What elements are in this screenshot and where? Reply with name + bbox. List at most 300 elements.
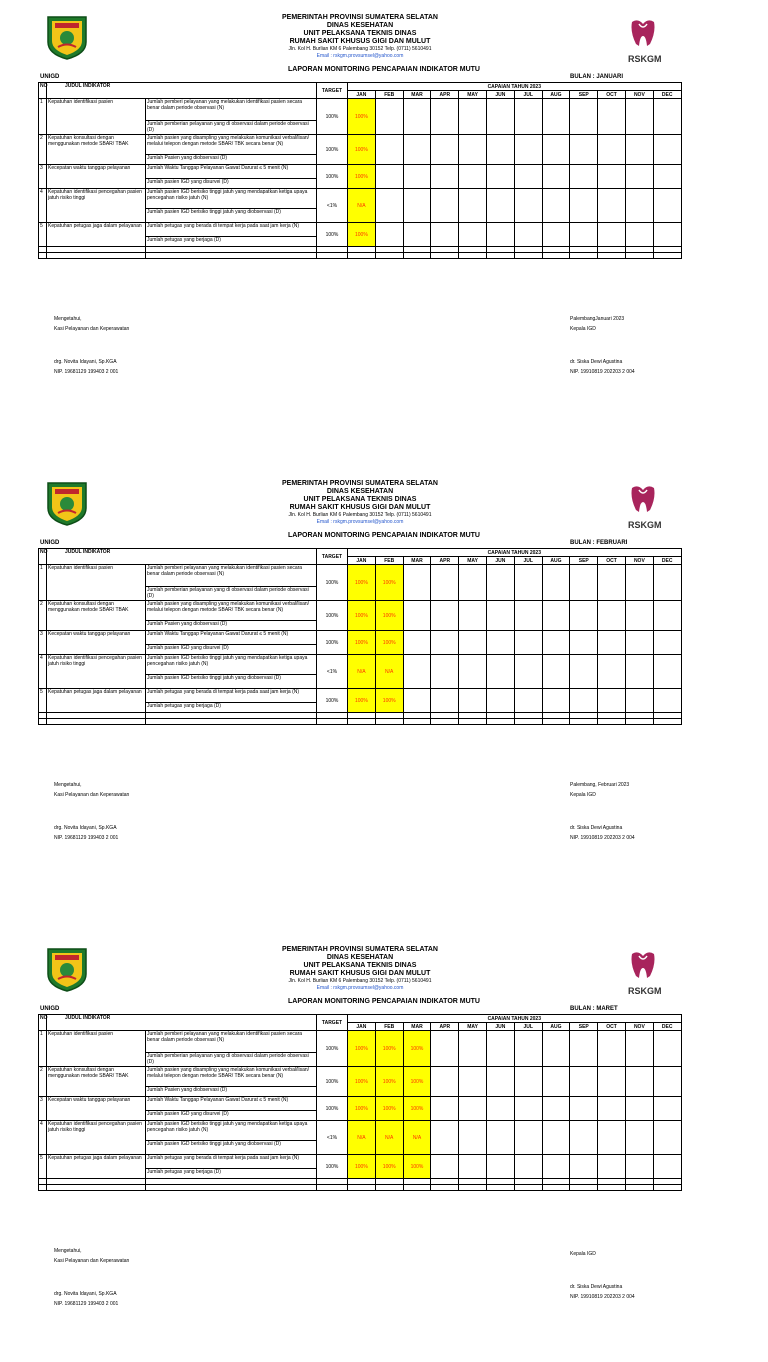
target-value: 100% [317,565,348,601]
col-no: NO [39,549,47,565]
empty-cell [317,253,348,259]
col-capaian: CAPAIAN TAHUN 2023 [348,83,682,91]
header-email[interactable]: Email : rskgm.provsumsel@yahoo.com [316,985,404,991]
empty-cell [486,135,514,165]
sig-name: dr. Siska Dewi Agustina [570,359,623,365]
empty-cell [39,1185,47,1191]
row-no: 4 [39,655,47,689]
indicator-title: Kecepatan waktu tanggap pelayanan [47,165,146,189]
month-header: AUG [542,1023,570,1031]
month-header: JUN [486,91,514,99]
empty-cell [459,601,487,631]
unit-label: UNIGD [40,1006,60,1012]
month-header: AUG [542,91,570,99]
empty-cell [431,223,459,247]
sig-nip: NIP. 19681129 199403 2 001 [54,835,119,841]
sig-role: Kepala IGD [570,792,596,798]
empty-cell [570,135,598,165]
empty-cell [403,99,431,135]
empty-cell [459,189,487,223]
empty-cell [542,1185,570,1191]
empty-cell [542,99,570,135]
row-no: 2 [39,1067,47,1097]
col-judul: JUDUL INDIKATOR [47,549,317,565]
header-line: DINAS KESEHATAN [326,954,394,961]
header-line: PEMERINTAH PROVINSI SUMATERA SELATAN [282,946,438,953]
empty-cell [625,253,653,259]
month-header: NOV [625,1023,653,1031]
empty-cell [514,135,542,165]
empty-cell [542,1121,570,1155]
month-header: JUL [514,1023,542,1031]
empty-cell [348,1185,376,1191]
empty-cell [431,631,459,655]
unit-label: UNIGD [40,74,60,80]
achievement-cell: 100% [348,565,376,601]
signature-left [54,1248,129,1308]
month-header: FEB [375,91,403,99]
empty-cell [653,1031,681,1067]
empty-cell [375,719,403,725]
indicator-title: Kepatuhan petugas jaga dalam pelayanan [47,689,146,713]
empty-cell [459,1155,487,1179]
empty-cell [653,165,681,189]
empty-cell [653,1097,681,1121]
province-emblem-icon [46,946,88,992]
achievement-cell: 100% [403,1097,431,1121]
numerator-text: Jumlah Waktu Tanggap Pelayanan Gawat Darurat ≤ 5 menit (N) [146,165,317,179]
empty-cell [570,1121,598,1155]
empty-cell [459,689,487,713]
sig-place-date: Palembang, Februari 2023 [570,782,630,788]
achievement-cell: 100% [348,165,376,189]
empty-cell [570,631,598,655]
numerator-text: Jumlah pasien IGD berisiko tinggi jatuh yang mendapatkan ketiga upaya pencegahan risiko jatuh (N) [146,1121,317,1141]
target-value: 100% [317,689,348,713]
empty-cell [570,253,598,259]
empty-cell [486,189,514,223]
empty-cell [570,1097,598,1121]
empty-cell [459,1031,487,1067]
target-value: 100% [317,1031,348,1067]
achievement-cell: 100% [375,1031,403,1067]
empty-cell [403,223,431,247]
month-header: JUL [514,557,542,565]
empty-cell [570,1067,598,1097]
empty-cell [542,253,570,259]
letterhead [240,480,480,526]
report-sheet [0,466,768,896]
sig-nip: NIP. 19681129 199403 2 001 [54,369,119,375]
month-header: APR [431,91,459,99]
empty-cell [431,655,459,689]
header-line: PEMERINTAH PROVINSI SUMATERA SELATAN [282,14,438,21]
indicator-title: Kepatuhan identifikasi pencegahan pasien jatuh risiko tinggi [47,655,146,689]
achievement-cell: 100% [403,1155,431,1179]
empty-cell [598,1121,626,1155]
empty-cell [625,601,653,631]
month-header: JAN [348,1023,376,1031]
empty-cell [653,719,681,725]
empty-cell [570,99,598,135]
month-header: JUN [486,557,514,565]
empty-cell [542,655,570,689]
month-header: NOV [625,91,653,99]
denominator-text: Jumlah Pasien yang diobservasi (D) [146,155,317,165]
empty-cell [625,135,653,165]
header-address: Jln. Kol H. Burlian KM 6 Palembang 30152 Telp. (0711) 5610491 [288,512,432,518]
sig-nip: NIP. 19910819 202203 2 004 [570,369,635,375]
empty-cell [625,1031,653,1067]
numerator-text: Jumlah petugas yang berada di tempat kerja pada saat jam kerja (N) [146,1155,317,1169]
empty-cell [403,719,431,725]
month-header: APR [431,557,459,565]
empty-cell [598,1155,626,1179]
empty-cell [431,1121,459,1155]
empty-cell [459,165,487,189]
empty-cell [514,689,542,713]
empty-cell [431,689,459,713]
achievement-cell: 100% [348,601,376,631]
row-no: 2 [39,601,47,631]
empty-cell [653,601,681,631]
empty-cell [317,1185,348,1191]
empty-cell [625,689,653,713]
empty-cell [542,165,570,189]
achievement-cell: N/A [348,1121,376,1155]
sig-role: Kasi Pelayanan dan Keperawatan [54,326,130,332]
report-sheet [0,0,768,430]
empty-cell [514,99,542,135]
col-capaian: CAPAIAN TAHUN 2023 [348,549,682,557]
achievement-cell: 100% [348,1067,376,1097]
achievement-cell: 100% [348,223,376,247]
month-label: BULAN : FEBRUARI [570,540,628,546]
col-target: TARGET [317,83,348,99]
empty-cell [598,223,626,247]
empty-cell [542,601,570,631]
unit-label: UNIGD [40,540,60,546]
row-no: 3 [39,1097,47,1121]
empty-cell [570,719,598,725]
denominator-text: Jumlah pemberian pelayanan yang di observasi dalam periode observasi (D) [146,587,317,601]
month-header: AUG [542,557,570,565]
empty-cell [514,565,542,601]
denominator-text: Jumlah petugas yang berjaga (D) [146,1169,317,1179]
achievement-cell: 100% [348,135,376,165]
month-header: SEP [570,1023,598,1031]
empty-cell [653,253,681,259]
empty-cell [542,1067,570,1097]
empty-cell [514,1155,542,1179]
empty-cell [625,719,653,725]
achievement-cell: N/A [375,655,403,689]
empty-cell [146,253,317,259]
empty-cell [431,165,459,189]
indicator-title: Kepatuhan identifikasi pasien [47,99,146,135]
empty-cell [486,631,514,655]
empty-cell [459,1185,487,1191]
empty-cell [542,719,570,725]
sig-name: drg. Novita Idayani, Sp.KGA [54,1291,117,1297]
empty-cell [459,655,487,689]
empty-cell [459,1067,487,1097]
header-email[interactable]: Email : rskgm.provsumsel@yahoo.com [316,519,404,525]
empty-cell [653,565,681,601]
empty-cell [39,719,47,725]
denominator-text: Jumlah petugas yang berjaga (D) [146,237,317,247]
empty-cell [625,631,653,655]
empty-cell [598,99,626,135]
header-address: Jln. Kol H. Burlian KM 6 Palembang 30152 Telp. (0711) 5610491 [288,978,432,984]
empty-cell [570,565,598,601]
empty-cell [542,223,570,247]
sig-name: dr. Siska Dewi Agustina [570,825,623,831]
achievement-cell: 100% [375,631,403,655]
header-line: RUMAH SAKIT KHUSUS GIGI DAN MULUT [289,504,431,511]
empty-cell [459,223,487,247]
empty-cell [570,165,598,189]
empty-cell [459,1097,487,1121]
achievement-cell: 100% [348,1097,376,1121]
empty-cell [598,253,626,259]
sig-nip: NIP. 19681129 199403 2 001 [54,1301,119,1307]
empty-cell [653,135,681,165]
indicator-title: Kepatuhan identifikasi pencegahan pasien jatuh risiko tinggi [47,189,146,223]
numerator-text: Jumlah pasien yang disampling yang melakukan komunikasi verbal/lisan/ melalui telepon dengan metode SBAR/ TBK secara benar (N) [146,1067,317,1087]
col-no: NO [39,1015,47,1031]
empty-cell [47,253,146,259]
sig-nip: NIP. 19910819 202203 2 004 [570,835,635,841]
report-sheet [0,932,768,1362]
numerator-text: Jumlah pasien IGD berisiko tinggi jatuh yang mendapatkan ketiga upaya pencegahan risiko jatuh (N) [146,189,317,209]
indicator-title: Kepatuhan konsultasi dengan menggunakan metode SBAR/ TBAK [47,1067,146,1097]
empty-cell [598,1067,626,1097]
empty-cell [514,1097,542,1121]
empty-cell [146,719,317,725]
sig-place-date: PalembangJanuari 2023 [570,316,625,322]
empty-cell [653,223,681,247]
signature-right [570,1248,635,1301]
denominator-text: Jumlah pasien IGD berisiko tinggi jatuh yang diobservasi (D) [146,209,317,223]
month-header: MAR [403,91,431,99]
target-value: <1% [317,1121,348,1155]
target-value: 100% [317,601,348,631]
empty-cell [570,189,598,223]
target-value: 100% [317,165,348,189]
empty-cell [459,1121,487,1155]
empty-cell [653,631,681,655]
empty-cell [653,689,681,713]
indicator-table [38,82,682,259]
empty-cell [570,689,598,713]
empty-cell [375,1185,403,1191]
row-no: 3 [39,631,47,655]
col-judul: JUDUL INDIKATOR [47,1015,317,1031]
empty-cell [47,1185,146,1191]
empty-cell [403,135,431,165]
empty-cell [459,253,487,259]
empty-cell [514,1185,542,1191]
empty-cell [542,189,570,223]
target-value: 100% [317,631,348,655]
indicator-title: Kepatuhan konsultasi dengan menggunakan metode SBAR/ TBAK [47,601,146,631]
empty-cell [431,1067,459,1097]
signature-right [570,316,635,376]
empty-cell [375,165,403,189]
sig-role: Kasi Pelayanan dan Keperawatan [54,1258,130,1264]
row-no: 5 [39,689,47,713]
denominator-text: Jumlah pasien IGD yang disurvei (D) [146,645,317,655]
month-label: BULAN : JANUARI [570,74,623,80]
sig-name: drg. Novita Idayani, Sp.KGA [54,359,117,365]
target-value: <1% [317,655,348,689]
header-email[interactable]: Email : rskgm.provsumsel@yahoo.com [316,53,404,59]
empty-cell [431,601,459,631]
empty-cell [625,565,653,601]
empty-cell [431,1185,459,1191]
col-target: TARGET [317,1015,348,1031]
empty-cell [625,1067,653,1097]
empty-cell [598,189,626,223]
empty-cell [403,689,431,713]
numerator-text: Jumlah pasien yang disampling yang melakukan komunikasi verbal/lisan/ melalui telepon dengan metode SBAR/ TBK secara benar (N) [146,601,317,621]
report-title: LAPORAN MONITORING PENCAPAIAN INDIKATOR MUTU [288,532,480,539]
province-emblem-icon [46,480,88,526]
empty-cell [486,565,514,601]
empty-cell [375,223,403,247]
empty-cell [570,1185,598,1191]
row-no: 3 [39,165,47,189]
signature-left [54,316,129,376]
row-no: 1 [39,1031,47,1067]
report-title: LAPORAN MONITORING PENCAPAIAN INDIKATOR MUTU [288,998,480,1005]
empty-cell [514,655,542,689]
denominator-text: Jumlah Pasien yang diobservasi (D) [146,621,317,631]
empty-cell [542,689,570,713]
achievement-cell: 100% [348,1155,376,1179]
indicator-title: Kepatuhan identifikasi pasien [47,565,146,601]
brand-text: RSKGM [628,520,662,530]
empty-cell [625,165,653,189]
numerator-text: Jumlah pasien IGD berisiko tinggi jatuh yang mendapatkan ketiga upaya pencegahan risiko jatuh (N) [146,655,317,675]
header-line: UNIT PELAKSANA TEKNIS DINAS [303,496,417,503]
empty-cell [39,253,47,259]
empty-cell [514,601,542,631]
empty-cell [542,135,570,165]
month-header: MAY [459,557,487,565]
month-header: APR [431,1023,459,1031]
empty-cell [625,1121,653,1155]
empty-cell [598,689,626,713]
month-header: SEP [570,91,598,99]
month-header: DEC [653,557,681,565]
empty-cell [348,253,376,259]
empty-cell [431,565,459,601]
empty-cell [570,655,598,689]
row-no: 4 [39,189,47,223]
empty-cell [598,1097,626,1121]
achievement-cell: 100% [348,99,376,135]
empty-cell [459,719,487,725]
target-value: 100% [317,135,348,165]
month-header: DEC [653,91,681,99]
empty-cell [403,1185,431,1191]
empty-cell [542,1155,570,1179]
target-value: <1% [317,189,348,223]
sig-caption: Mengetahui, [54,1248,82,1254]
month-label: BULAN : MARET [570,1006,618,1012]
achievement-cell: N/A [348,655,376,689]
achievement-cell: 100% [403,1067,431,1097]
indicator-title: Kepatuhan konsultasi dengan menggunakan metode SBAR/ TBAK [47,135,146,165]
denominator-text: Jumlah pasien IGD berisiko tinggi jatuh yang diobservasi (D) [146,1141,317,1155]
signature-right [570,782,635,842]
month-header: JUN [486,1023,514,1031]
empty-cell [570,223,598,247]
month-header: JUL [514,91,542,99]
month-header: OCT [598,91,626,99]
col-target: TARGET [317,549,348,565]
empty-cell [375,135,403,165]
empty-cell [598,719,626,725]
month-header: JAN [348,557,376,565]
achievement-cell: 100% [375,1155,403,1179]
month-header: MAR [403,1023,431,1031]
empty-cell [486,1185,514,1191]
header-line: PEMERINTAH PROVINSI SUMATERA SELATAN [282,480,438,487]
sig-name: drg. Novita Idayani, Sp.KGA [54,825,117,831]
empty-cell [514,223,542,247]
indicator-title: Kepatuhan petugas jaga dalam pelayanan [47,223,146,247]
denominator-text: Jumlah pasien IGD yang disurvei (D) [146,179,317,189]
empty-cell [431,189,459,223]
empty-cell [375,253,403,259]
empty-cell [653,1155,681,1179]
empty-cell [514,1067,542,1097]
month-header: OCT [598,557,626,565]
empty-cell [653,655,681,689]
empty-cell [514,1031,542,1067]
row-no: 4 [39,1121,47,1155]
row-no: 5 [39,223,47,247]
empty-cell [625,99,653,135]
empty-cell [375,189,403,223]
numerator-text: Jumlah petugas yang berada di tempat kerja pada saat jam kerja (N) [146,223,317,237]
empty-cell [486,655,514,689]
empty-cell [486,1155,514,1179]
empty-cell [459,631,487,655]
indicator-title: Kepatuhan identifikasi pencegahan pasien jatuh risiko tinggi [47,1121,146,1155]
sig-nip: NIP. 19910819 202203 2 004 [570,1294,635,1300]
brand-text: RSKGM [628,54,662,64]
numerator-text: Jumlah pasien yang disampling yang melakukan komunikasi verbal/lisan/ melalui telepon dengan metode SBAR/ TBK secara benar (N) [146,135,317,155]
achievement-cell: 100% [403,1031,431,1067]
header-line: DINAS KESEHATAN [326,488,394,495]
col-capaian: CAPAIAN TAHUN 2023 [348,1015,682,1023]
empty-cell [486,1097,514,1121]
header-address: Jln. Kol H. Burlian KM 6 Palembang 30152 Telp. (0711) 5610491 [288,46,432,52]
empty-cell [486,1031,514,1067]
denominator-text: Jumlah pemberian pelayanan yang di observasi dalam periode observasi (D) [146,1053,317,1067]
denominator-text: Jumlah pasien IGD yang disurvei (D) [146,1111,317,1121]
sig-role: Kepala IGD [570,326,596,332]
empty-cell [542,1031,570,1067]
achievement-cell: 100% [348,1031,376,1067]
achievement-cell: 100% [375,565,403,601]
report-title: LAPORAN MONITORING PENCAPAIAN INDIKATOR MUTU [288,66,480,73]
empty-cell [514,1121,542,1155]
